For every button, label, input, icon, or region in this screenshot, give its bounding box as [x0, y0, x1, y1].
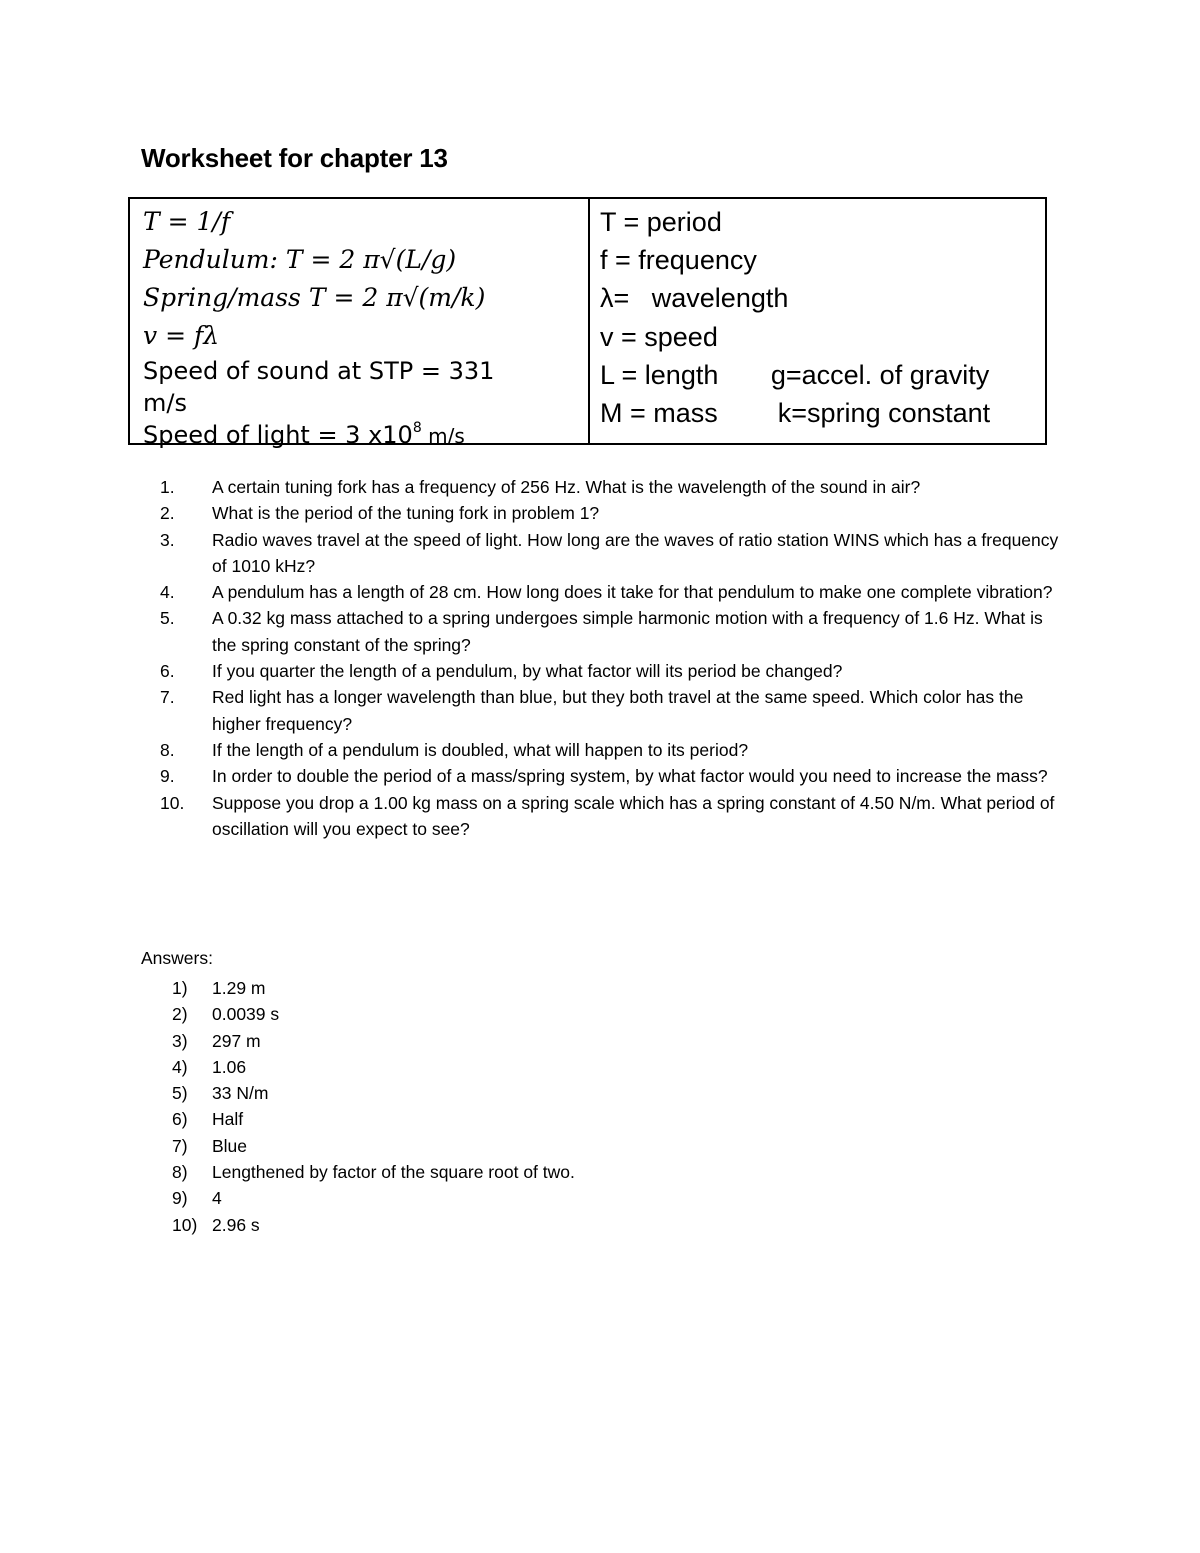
- list-item: 8. If the length of a pendulum is doubled, what will happen to its period?: [160, 739, 749, 760]
- formula-speed-of-sound-unit: m/s: [143, 389, 187, 417]
- list-item: 5. A 0.32 kg mass attached to a spring undergoes simple harmonic motion with a frequency of 1.6 Hz. What is the spring constant of the spring?: [160, 608, 1043, 655]
- formula-speed-of-sound: Speed of sound at STP = 331: [143, 357, 495, 385]
- list-item: 3) 297 m: [172, 1030, 261, 1051]
- variable-frequency: f = frequency: [600, 245, 757, 276]
- formula-frequency-period: T = 1/f: [143, 207, 231, 236]
- variable-wavelength: λ= wavelength: [600, 283, 789, 314]
- list-item: 7) Blue: [172, 1135, 248, 1156]
- list-item: 3. Radio waves travel at the speed of light. How long are the waves of ratio station WINS which has a frequency of 1010 kHz?: [160, 529, 1059, 576]
- list-item: 9) 4: [172, 1188, 222, 1209]
- list-item: 4) 1.06: [172, 1056, 247, 1077]
- list-item: 6. If you quarter the length of a pendulum, by what factor will its period be changed?: [160, 661, 843, 682]
- formula-spring-mass: Spring/mass T = 2 π√(m/k): [143, 283, 486, 312]
- list-item: 2. What is the period of the tuning fork in problem 1?: [160, 503, 600, 524]
- page-title: Worksheet for chapter 13: [141, 143, 448, 173]
- variable-length-gravity: L = length g=accel. of gravity: [600, 359, 990, 390]
- list-item: 2) 0.0039 s: [172, 1004, 280, 1025]
- variable-speed: v = speed: [600, 321, 718, 352]
- list-item: 1) 1.29 m: [172, 978, 266, 998]
- list-item: 8) Lengthened by factor of the square root of two.: [172, 1162, 575, 1183]
- list-item: 5) 33 N/m: [172, 1083, 269, 1104]
- exponent: 8: [412, 420, 422, 436]
- speed-of-light-text: Speed of light = 3 x10: [143, 421, 413, 449]
- formula-speed-of-light: [143, 419, 588, 452]
- variable-period: T = period: [600, 207, 722, 237]
- variable-mass-spring: M = mass k=spring constant: [600, 398, 991, 429]
- question-list: [160, 474, 1070, 842]
- answers-heading: Answers:: [141, 948, 213, 968]
- list-item: 6) Half: [172, 1109, 244, 1130]
- formula-pendulum: Pendulum: T = 2 π√(L/g): [143, 245, 457, 274]
- formulas-column: [130, 199, 590, 449]
- list-item: 7. Red light has a longer wavelength than blue, but they both travel at the same speed. Which color has the higher frequency?: [160, 687, 1024, 734]
- formula-wave-speed: v = fλ: [143, 321, 220, 350]
- list-item: 4. A pendulum has a length of 28 cm. How long does it take for that pendulum to make one complete vibration?: [160, 582, 1053, 603]
- answer-list: [172, 975, 575, 1238]
- formula-table: [128, 197, 1047, 449]
- list-item: 10) 2.96 s: [172, 1214, 260, 1235]
- speed-of-light-unit: m/s: [421, 424, 465, 448]
- variables-column: [590, 199, 1045, 443]
- list-item: 9. In order to double the period of a mass/spring system, by what factor would you need to increase the mass?: [160, 766, 1048, 787]
- list-item: 1. A certain tuning fork has a frequency of 256 Hz. What is the wavelength of the sound in air?: [160, 477, 921, 497]
- list-item: 10. Suppose you drop a 1.00 kg mass on a spring scale which has a spring constant of 4.50 N/m. What period of oscillation will you expect to see?: [160, 792, 1055, 839]
